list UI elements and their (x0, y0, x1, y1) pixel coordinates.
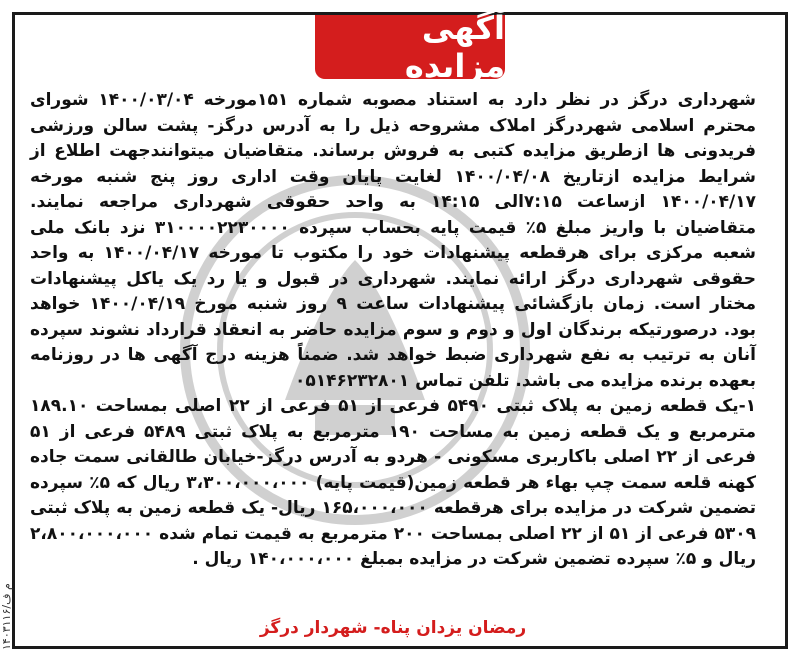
signature-line: رمضان یزدان پناه- شهردار درگز (259, 618, 527, 638)
notice-code: ۱۴۰۳۱۱۶/م ف (0, 583, 13, 650)
notice-body (30, 88, 756, 573)
notice-title: آگهی مزایده (315, 15, 505, 79)
auction-item-1: ۱-یک قطعه زمین به پلاک ثبتی ۵۴۹۰ فرعی از ۵۱ فرعی از ۲۲ اصلی بمساحت ۱۸۹.۱۰ مترمربع و یک قطعه زمین به مساحت ۱۹۰ مترمربع به پلاک ثبتی ۵۴۸۹ فرعی از ۵۱ فرعی از ۲۲ اصلی باکاربری مسکونی - هردو به آدرس درگز-خیابان طالقانی سمت جاده کهنه قلعه سمت چپ بهاء هر قطعه زمین(قیمت پایه) ۳،۳۰۰،۰۰۰،۰۰۰ ریال که ۵٪ سپرده تضمین شرکت در مزایده برای هرقطعه ۱۶۵،۰۰۰،۰۰۰ ریال- یک قطعه زمین به پلاک ثبتی ۵۳۰۹ فرعی از ۵۱ از ۲۲ اصلی بمساحت ۲۰۰ مترمربع به قیمت تمام شده ۲،۸۰۰،۰۰۰،۰۰۰ ریال و ۵٪ سپرده تضمین شرکت در مزایده بمبلغ ۱۴۰،۰۰۰،۰۰۰ ریال . (30, 396, 757, 569)
notice-paragraph: شهرداری درگز در نظر دارد به استناد مصوبه شماره ۱۵۱مورخه ۱۴۰۰/۰۳/۰۴ شورای محترم اسلامی شهردرگز املاک مشروحه ذیل را به آدرس درگز- پشت سالن ورزشی فریدونی ها ازطریق مزایده کتبی به فروش برساند. متقاضیان میتوانندجهت اطلاع از شرایط مزایده ازتاریخ ۱۴۰۰/۰۴/۰۸ لغایت پایان وقت اداری روز پنج شنبه مورخه ۱۴۰۰/۰۴/۱۷ ازساعت ۷:۱۵الی ۱۴:۱۵ به واحد حقوقی شهرداری مراجعه نمایند. متقاضیان با واریز مبلغ ۵٪ قیمت پایه بحساب سپرده ۳۱۰۰۰۰۲۲۳۰۰۰۰ نزد بانک ملی شعبه مرکزی برای هرقطعه پیشنهادات خود را مکتوب تا مورخه ۱۴۰۰/۰۴/۱۷ به واحد حقوقی شهرداری درگز ارائه نمایند. شهرداری در قبول و یا رد یک یاکل پیشنهادات مختار است. زمان بازگشائی پیشنهادات ساعت ۹ روز شنبه مورخ ۱۴۰۰/۰۴/۱۹ خواهد بود. درصورتیکه برندگان اول و دوم و سوم مزایده حاضر به انعقاد قرارداد نشوند سپرده آنان به ترتیب به نفع شهرداری ضبط خواهد شد. ضمناً هزینه درج آگهی ها در روزنامه بعهده برنده مزایده می باشد. تلفن تماس ۰۵۱۴۶۲۳۲۸۰۱ (30, 90, 757, 391)
